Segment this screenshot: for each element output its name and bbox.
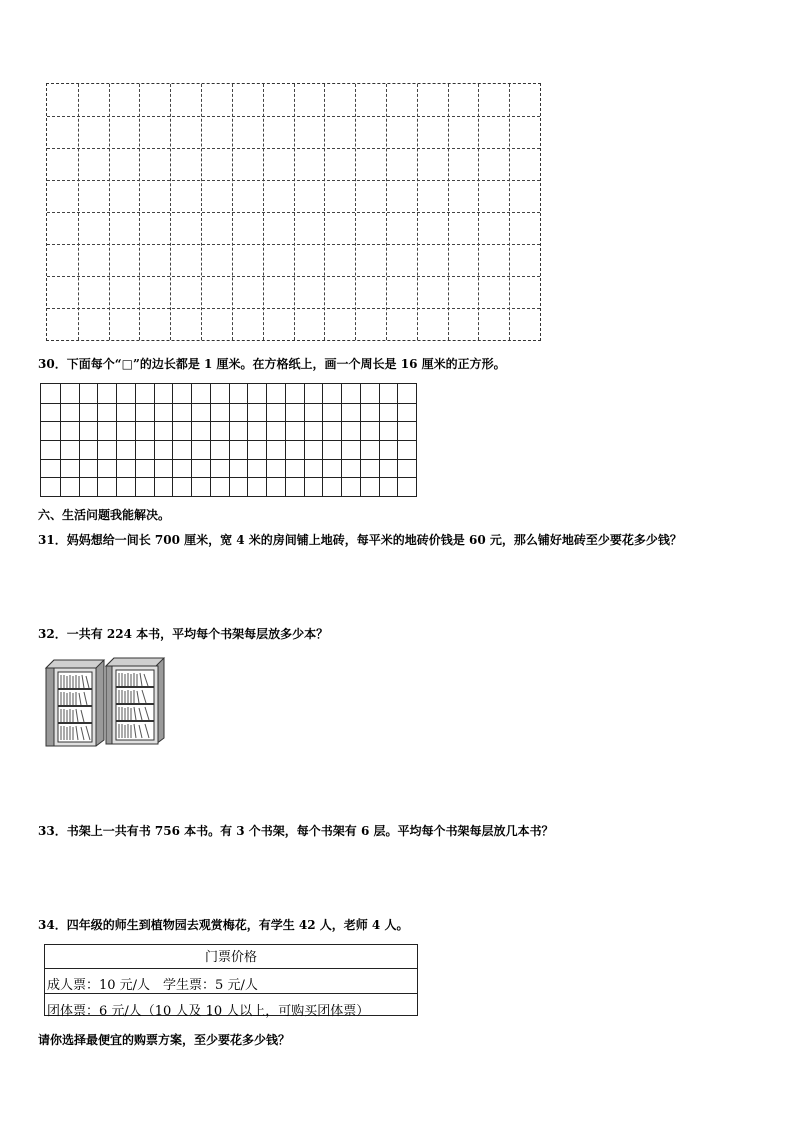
grid-line (41, 459, 416, 460)
grid-line (47, 180, 540, 181)
price-row-group: 团体票：6 元/人（10 人及 10 人以上，可购买团体票） (47, 1004, 370, 1019)
grid-line (41, 477, 416, 478)
dashed-grid (46, 83, 541, 341)
table-divider (45, 993, 417, 994)
question-34-prompt: 请你选择最便宜的购票方案，至少要花多少钱？ (38, 1033, 291, 1047)
section-heading-6: 六、生活问题我能解决。 (38, 508, 171, 522)
grid-line (47, 276, 540, 277)
price-table-title: 门票价格 (204, 950, 257, 965)
table-divider (45, 968, 417, 969)
question-31: 31．妈妈想给一间长 700 厘米，宽 4 米的房间铺上地砖，每平米的地砖价钱是 60 元，那么铺好地砖至少要花多少钱？ (38, 533, 682, 547)
grid-line (47, 116, 540, 117)
ticket-price-table (44, 944, 418, 1019)
price-row-individual: 成人票：10 元/人 学生票：5 元/人 (47, 978, 258, 993)
question-30: 30．下面每个“□”的边长都是 1 厘米。在方格纸上，画一个周长是 16 厘米的正方形。 (38, 357, 506, 371)
question-32: 32．一共有 224 本书，平均每个书架每层放多少本？ (38, 627, 329, 641)
grid-line (41, 421, 416, 422)
question-33: 33．书架上一共有书 756 本书。有 3 个书架，每个书架有 6 层。平均每个书架每层放几本书？ (38, 824, 554, 838)
grid-line (47, 148, 540, 149)
grid-line (47, 212, 540, 213)
square-grid-paper (40, 383, 417, 497)
question-34: 34．四年级的师生到植物园去观赏梅花，有学生 42 人，老师 4 人。 (38, 918, 409, 932)
grid-line (41, 403, 416, 404)
grid-line (41, 440, 416, 441)
grid-line (47, 308, 540, 309)
bookshelf-icon (44, 654, 174, 750)
grid-line (47, 244, 540, 245)
